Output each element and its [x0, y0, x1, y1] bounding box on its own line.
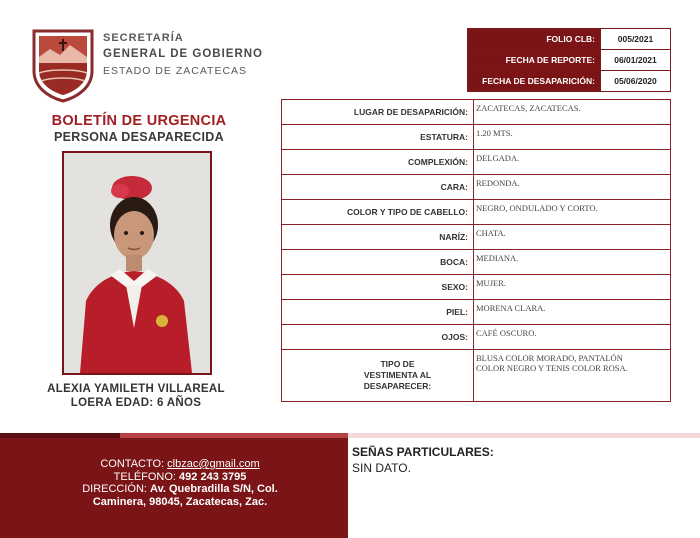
contact-address-1: Av. Quebradilla S/N, Col. [150, 483, 278, 495]
detail-row [282, 250, 671, 275]
report-date-label: FECHA DE REPORTE: [468, 50, 601, 71]
contact-email-line [60, 458, 300, 471]
clothing-label-line: DESAPARECER: [363, 381, 432, 391]
folio-label: FOLIO CLB: [468, 29, 601, 50]
detail-row [282, 325, 671, 350]
detail-value: MEDIANA. [474, 250, 671, 275]
detail-row [282, 125, 671, 150]
contact-phone-line [60, 471, 300, 484]
contact-email-label: CONTACTO: [100, 458, 168, 470]
detail-label: LUGAR DE DESAPARICIÓN: [282, 100, 474, 125]
detail-row [282, 200, 671, 225]
detail-row [282, 300, 671, 325]
organization-name [103, 32, 263, 77]
contact-address-label: DIRECCIÓN: [82, 483, 151, 495]
name-line-1: ALEXIA YAMILETH VILLAREAL [47, 383, 225, 395]
particular-marks [352, 445, 494, 475]
detail-value: CHATA. [474, 225, 671, 250]
missing-person-photo [62, 151, 212, 375]
contact-email-link[interactable]: clbzac@gmail.com [167, 458, 260, 470]
details-table [281, 99, 671, 402]
detail-value: 1.20 MTS. [474, 125, 671, 150]
title-line-2: PERSONA DESAPARECIDA [54, 130, 224, 144]
folio-value: 005/2021 [601, 29, 671, 50]
detail-value: NEGRO, ONDULADO Y CORTO. [474, 200, 671, 225]
decorative-strip [0, 433, 120, 438]
contact-phone-label: TELÉFONO: [113, 470, 180, 483]
detail-value: MUJER. [474, 275, 671, 300]
clothing-row [282, 350, 671, 402]
detail-label: NARÍZ: [282, 225, 474, 250]
decorative-strip [120, 433, 348, 438]
clothing-label [282, 350, 474, 402]
detail-label: OJOS: [282, 325, 474, 350]
detail-label: COMPLEXIÓN: [282, 150, 474, 175]
org-line-3: ESTADO DE ZACATECAS [103, 65, 248, 77]
detail-label: ESTATURA: [282, 125, 474, 150]
detail-value: ZACATECAS, ZACATECAS. [474, 100, 671, 125]
org-line-2: GENERAL DE GOBIERNO [103, 48, 263, 60]
particular-marks-value: SIN DATO. [352, 461, 411, 475]
particular-marks-heading: SEÑAS PARTICULARES: [352, 445, 494, 459]
decorative-strip [348, 433, 700, 438]
clothing-value [474, 350, 671, 402]
contact-address-line [60, 483, 300, 496]
report-date-row [468, 50, 671, 71]
detail-row [282, 150, 671, 175]
title-line-1: BOLETÍN DE URGENCIA [51, 113, 227, 129]
detail-label: SEXO: [282, 275, 474, 300]
detail-value: MORENA CLARA. [474, 300, 671, 325]
detail-row [282, 275, 671, 300]
disappearance-date-value: 05/06/2020 [601, 71, 671, 92]
disappearance-date-row [468, 71, 671, 92]
detail-value: CAFÉ OSCURO. [474, 325, 671, 350]
name-line-2: LOERA EDAD: 6 AÑOS [70, 397, 202, 409]
detail-label: BOCA: [282, 250, 474, 275]
detail-row [282, 100, 671, 125]
detail-row [282, 225, 671, 250]
contact-phone: 492 243 3795 [179, 470, 247, 483]
folio-table [467, 28, 671, 92]
clothing-label-line: VESTIMENTA AL [363, 370, 432, 380]
detail-row [282, 175, 671, 200]
detail-value: DELGADA. [474, 150, 671, 175]
org-line-1: SECRETARÍA [103, 32, 184, 44]
disappearance-date-label: FECHA DE DESAPARICIÓN: [468, 71, 601, 92]
detail-label: COLOR Y TIPO DE CABELLO: [282, 200, 474, 225]
detail-value: REDONDA. [474, 175, 671, 200]
contact-info [60, 458, 300, 508]
person-name [30, 382, 242, 410]
clothing-value-line: BLUSA COLOR MORADO, PANTALÓN [476, 353, 623, 363]
bulletin-title [36, 113, 242, 144]
clothing-label-line: TIPO DE [380, 359, 415, 369]
report-date-value: 06/01/2021 [601, 50, 671, 71]
clothing-value-line: COLOR NEGRO Y TENIS COLOR ROSA. [476, 363, 628, 373]
folio-row [468, 29, 671, 50]
government-seal-logo [30, 27, 96, 103]
detail-label: CARA: [282, 175, 474, 200]
contact-address-2: Caminera, 98045, Zacatecas, Zac. [92, 495, 268, 508]
detail-label: PIEL: [282, 300, 474, 325]
